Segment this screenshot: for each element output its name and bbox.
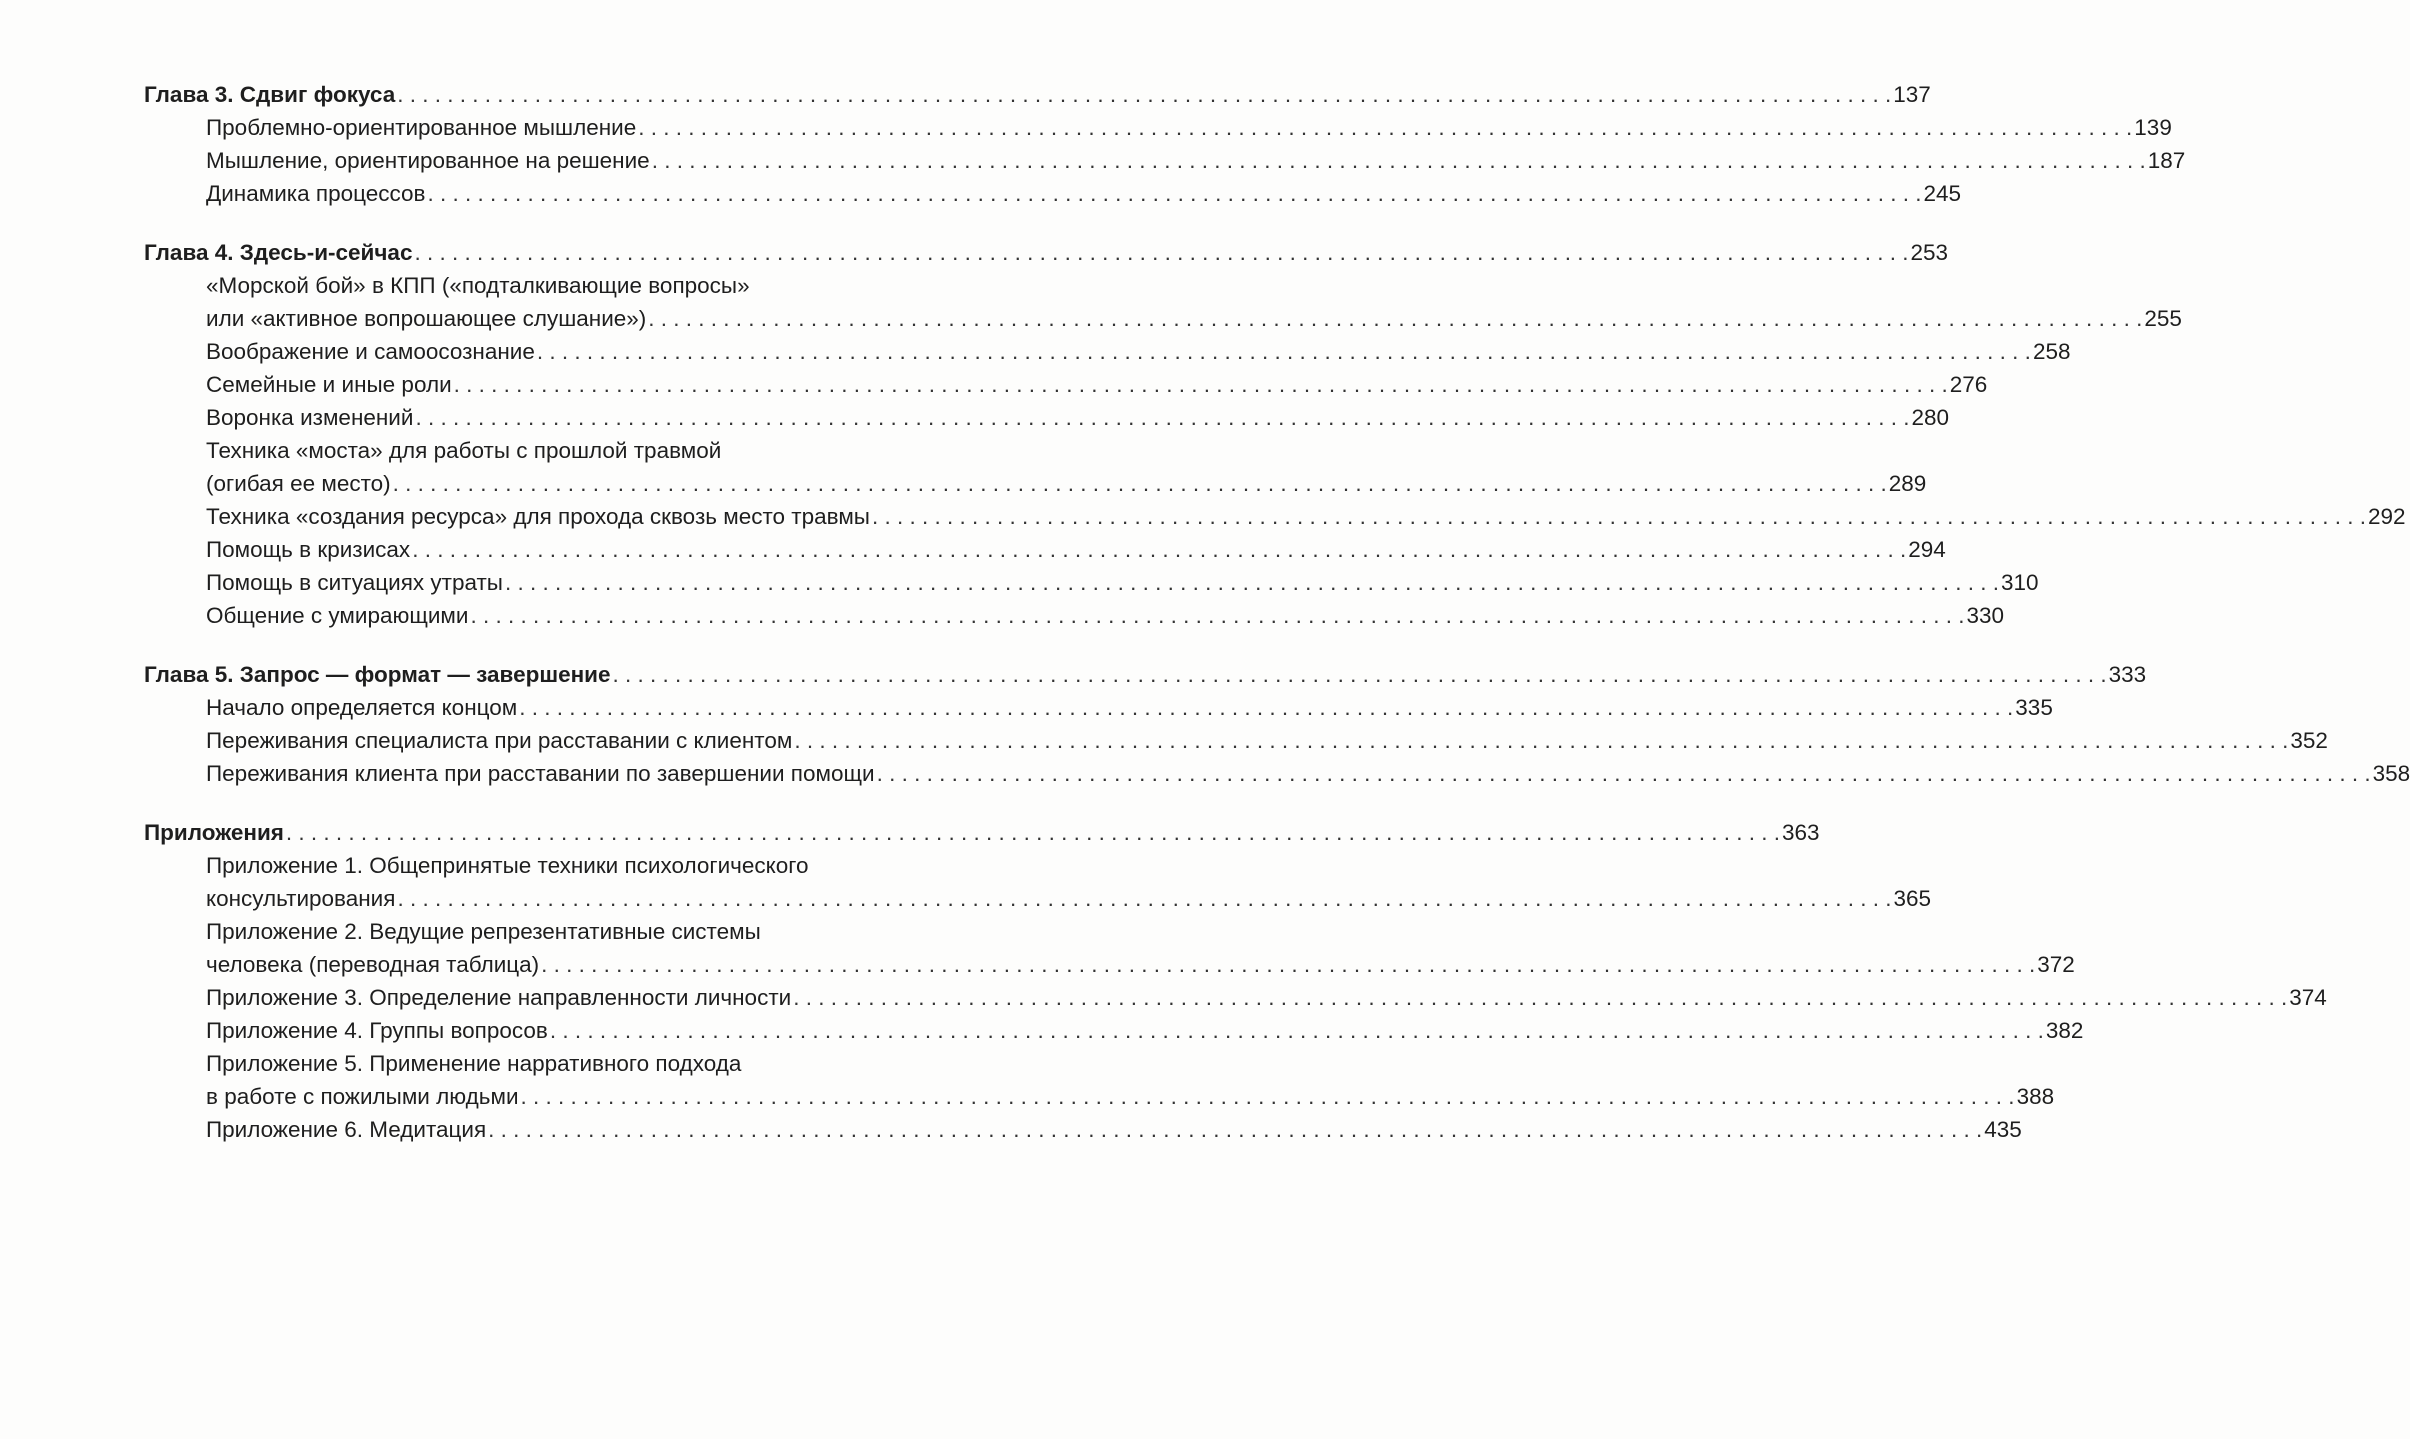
page-number: 382	[2045, 1018, 2084, 1043]
leader-dots	[397, 78, 1891, 111]
toc-entry-line1[interactable]	[144, 434, 956, 467]
toc-entry-line1[interactable]	[144, 269, 956, 302]
page-number: 280	[1911, 405, 1950, 430]
page-number: 292	[2368, 504, 2406, 529]
toc-entry[interactable]	[144, 981, 2327, 1014]
chapter-title: Глава 5. Запрос — формат — завершение	[144, 662, 611, 687]
toc-entry[interactable]	[144, 467, 1927, 500]
entry-title: Переживания специалиста при расставании с клиентом	[206, 728, 793, 753]
appendices	[144, 816, 2327, 1146]
entry-title-line1: Приложение 5. Применение нарративного подхода	[206, 1051, 742, 1076]
leader-dots	[648, 302, 2142, 335]
entry-title: Помощь в кризисах	[206, 537, 411, 562]
leader-dots	[412, 533, 1906, 566]
chapter-4	[144, 236, 2406, 632]
toc-entry[interactable]	[144, 1113, 2022, 1146]
leader-dots	[414, 236, 1908, 269]
leader-dots	[521, 1080, 2015, 1113]
entry-title: в работе с пожилыми людьми	[206, 1084, 519, 1109]
chapter-title: Глава 4. Здесь-и-сейчас	[144, 240, 413, 265]
entry-title: Проблемно-ориентированное мышление	[206, 115, 637, 140]
entry-title: или «активное вопрошающее слушание»)	[206, 306, 647, 331]
toc-entry[interactable]	[144, 1014, 2084, 1047]
table-of-contents	[144, 78, 2410, 1172]
toc-entry[interactable]	[144, 566, 2039, 599]
page-number: 335	[2015, 695, 2053, 720]
toc-entry[interactable]	[144, 757, 2410, 790]
toc-entry[interactable]	[144, 882, 1932, 915]
entry-title: консультирования	[206, 886, 396, 911]
toc-entry[interactable]	[144, 1080, 2055, 1113]
page-number: 310	[2001, 570, 2039, 595]
toc-entry[interactable]	[144, 724, 2328, 757]
leader-dots	[794, 724, 2288, 757]
leader-dots	[537, 335, 2031, 368]
entry-title: Общение с умирающими	[206, 603, 469, 628]
page-number: 365	[1893, 886, 1932, 911]
entry-title: Воображение и самоосознание	[206, 339, 535, 364]
chapter-heading[interactable]	[144, 816, 1820, 849]
entry-title: Приложение 6. Медитация	[206, 1117, 487, 1142]
entry-title-line1: Техника «моста» для работы с прошлой травмой	[206, 438, 722, 463]
toc-entry-line1[interactable]	[144, 1047, 956, 1080]
page-number: 358	[2372, 761, 2410, 786]
page-number: 139	[2134, 115, 2172, 140]
chapter-3	[144, 78, 2186, 210]
entry-title-line1: Приложение 2. Ведущие репрезентативные системы	[206, 919, 761, 944]
leader-dots	[470, 599, 1964, 632]
leader-dots	[872, 500, 2366, 533]
page-number: 294	[1908, 537, 1946, 562]
toc-entry-line1[interactable]	[144, 849, 956, 882]
leader-dots	[286, 816, 1780, 849]
chapter-title: Приложения	[144, 820, 284, 845]
toc-entry[interactable]	[144, 691, 2053, 724]
page-number: 245	[1923, 181, 1962, 206]
page-number: 253	[1910, 240, 1949, 265]
page-number: 330	[1966, 603, 2005, 628]
toc-entry[interactable]	[144, 144, 2186, 177]
leader-dots	[519, 691, 2013, 724]
entry-title: Приложение 3. Определение направленности личности	[206, 985, 792, 1010]
leader-dots	[415, 401, 1909, 434]
page-number: 372	[2037, 952, 2075, 977]
entry-title: Приложение 4. Группы вопросов	[206, 1018, 548, 1043]
page-number: 255	[2144, 306, 2182, 331]
toc-entry[interactable]	[144, 302, 2182, 335]
leader-dots	[652, 144, 2146, 177]
leader-dots	[638, 111, 2132, 144]
entry-title: Мышление, ориентированное на решение	[206, 148, 650, 173]
leader-dots	[393, 467, 1887, 500]
entry-title: Семейные и иные роли	[206, 372, 452, 397]
leader-dots	[505, 566, 1999, 599]
toc-entry[interactable]	[144, 177, 1962, 210]
page-number: 352	[2290, 728, 2328, 753]
toc-entry[interactable]	[144, 533, 1946, 566]
entry-title: Динамика процессов	[206, 181, 426, 206]
toc-entry[interactable]	[144, 111, 2172, 144]
leader-dots	[550, 1014, 2044, 1047]
leader-dots	[454, 368, 1948, 401]
toc-entry[interactable]	[144, 335, 2071, 368]
page-number: 258	[2032, 339, 2071, 364]
page-number: 363	[1781, 820, 1820, 845]
entry-title-line1: «Морской бой» в КПП («подталкивающие вопросы»	[206, 273, 750, 298]
toc-entry[interactable]	[144, 401, 1950, 434]
page-number: 137	[1893, 82, 1931, 107]
toc-entry[interactable]	[144, 599, 2005, 632]
page-number: 388	[2016, 1084, 2055, 1109]
entry-title: (огибая ее место)	[206, 471, 391, 496]
entry-title: Переживания клиента при расставании по завершении помощи	[206, 761, 875, 786]
toc-entry-line1[interactable]	[144, 915, 956, 948]
entry-title: Начало определяется концом	[206, 695, 518, 720]
entry-title: человека (переводная таблица)	[206, 952, 540, 977]
leader-dots	[427, 177, 1921, 210]
chapter-heading[interactable]	[144, 236, 1949, 269]
leader-dots	[793, 981, 2287, 1014]
leader-dots	[541, 948, 2035, 981]
entry-title: Техника «создания ресурса» для прохода сквозь место травмы	[206, 504, 870, 529]
toc-entry[interactable]	[144, 500, 2406, 533]
chapter-5	[144, 658, 2410, 790]
toc-entry[interactable]	[144, 368, 1988, 401]
chapter-title: Глава 3. Сдвиг фокуса	[144, 82, 396, 107]
toc-entry[interactable]	[144, 948, 2075, 981]
entry-title: Воронка изменений	[206, 405, 414, 430]
leader-dots	[488, 1113, 1982, 1146]
page-number: 187	[2147, 148, 2186, 173]
leader-dots	[613, 658, 2107, 691]
page-number: 333	[2108, 662, 2147, 687]
leader-dots	[877, 757, 2371, 790]
page-number: 276	[1949, 372, 1988, 397]
chapter-heading[interactable]	[144, 78, 1931, 111]
page-number: 374	[2289, 985, 2327, 1010]
page-number: 289	[1888, 471, 1927, 496]
chapter-heading[interactable]	[144, 658, 2147, 691]
entry-title: Помощь в ситуациях утраты	[206, 570, 503, 595]
entry-title-line1: Приложение 1. Общепринятые техники психологического	[206, 853, 809, 878]
page-number: 435	[1984, 1117, 2022, 1142]
leader-dots	[397, 882, 1891, 915]
